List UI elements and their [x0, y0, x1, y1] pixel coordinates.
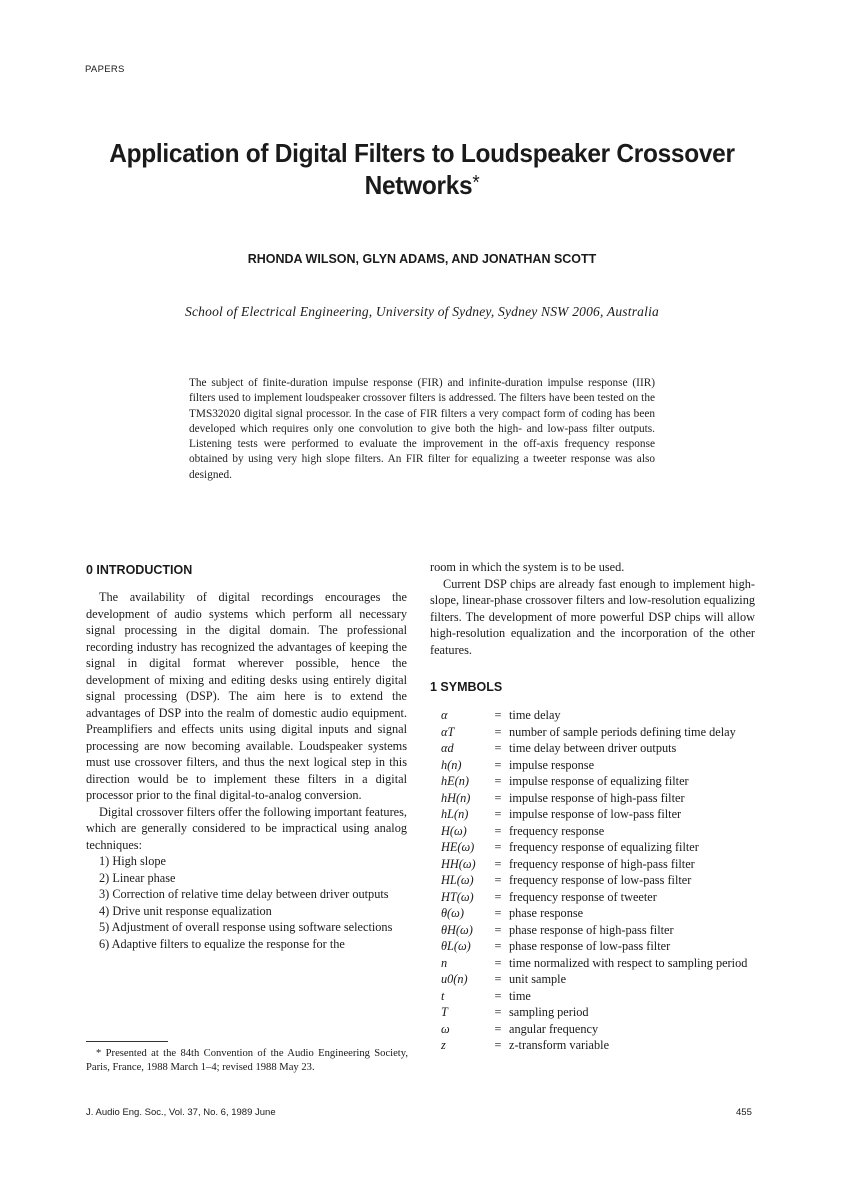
symbol-row — [430, 971, 760, 988]
symbol-definition: impulse response — [509, 757, 595, 772]
symbol-term: hL(n) — [441, 807, 469, 821]
symbol-equals: = — [494, 889, 502, 904]
symbol-equals: = — [494, 922, 502, 937]
affiliation: School of Electrical Engineering, University of Sydney, Sydney NSW 2006, Australia — [185, 304, 659, 319]
symbol-row — [430, 938, 760, 955]
symbol-term: θL(ω) — [441, 939, 471, 953]
intro-paragraph-1: The availability of digital recordings encourages the development of audio systems which perform all necessary signal processing in the digital domain. The professional recording industry has recognized the advantages of keeping the signal in digital format wherever possible, hence the development of mixing and editing desks using entirely digital signal processing (DSP). The aim here is to extend the advantages of DSP into the realm of domestic audio equipment. Preamplifiers and effects units using digital inputs and signal processing are now becoming available. Loudspeaker systems must use crossover filters, and thus the next logical step in this direction would be to implement these filters in a digital processor prior to the final digital-to-analog conversion. — [86, 590, 407, 802]
symbols-list — [430, 707, 760, 1054]
running-head: PAPERS — [85, 64, 125, 75]
symbol-equals: = — [494, 856, 502, 871]
journal-citation: J. Audio Eng. Soc., Vol. 37, No. 6, 1989 June — [86, 1107, 276, 1118]
symbol-row — [430, 740, 760, 757]
symbol-equals: = — [494, 840, 502, 854]
symbol-row — [430, 988, 760, 1005]
symbol-row — [430, 1037, 760, 1054]
feature-list-item: 1) High slope — [99, 854, 166, 868]
left-column — [86, 589, 407, 952]
symbol-definition: z-transform variable — [509, 1038, 610, 1052]
symbol-equals: = — [494, 955, 502, 970]
symbol-term: hE(n) — [441, 774, 469, 788]
symbol-equals: = — [494, 823, 502, 838]
symbol-term: t — [441, 988, 445, 1003]
symbol-row — [430, 724, 760, 741]
symbol-term: H(ω) — [441, 823, 467, 838]
symbol-term: HE(ω) — [441, 840, 475, 854]
symbol-row — [430, 889, 760, 906]
section-heading-introduction: 0 INTRODUCTION — [86, 563, 193, 577]
symbol-term: θ(ω) — [441, 906, 464, 920]
symbol-row — [430, 839, 760, 856]
feature-list-item: 6) Adaptive filters to equalize the response for the — [99, 936, 345, 951]
symbol-row — [430, 773, 760, 790]
symbol-term: n — [441, 955, 448, 970]
right-column — [430, 559, 755, 658]
symbol-equals: = — [494, 708, 502, 722]
symbol-definition: frequency response of high-pass filter — [509, 856, 695, 871]
symbol-term: ω — [441, 1021, 450, 1036]
symbol-term: αT — [441, 724, 455, 739]
feature-list-item: 5) Adjustment of overall response using software selections — [99, 920, 393, 934]
symbol-definition: time normalized with respect to sampling period — [509, 955, 748, 970]
intro-continuation: room in which the system is to be used. — [430, 560, 625, 574]
symbol-row — [430, 872, 760, 889]
symbol-row — [430, 922, 760, 939]
symbol-term: HT(ω) — [441, 889, 474, 904]
symbol-term: h(n) — [441, 757, 462, 772]
symbol-row — [430, 790, 760, 807]
page-number: 455 — [736, 1107, 752, 1118]
symbol-definition: time delay between driver outputs — [509, 741, 677, 755]
symbol-definition: impulse response of low-pass filter — [509, 807, 682, 821]
symbol-term: z — [441, 1038, 446, 1052]
symbol-row — [430, 1004, 760, 1021]
symbol-row — [430, 905, 760, 922]
symbol-row — [430, 856, 760, 873]
feature-list-item: 4) Drive unit response equalization — [99, 903, 272, 918]
symbol-definition: frequency response of equalizing filter — [509, 840, 699, 854]
symbol-definition: phase response — [509, 906, 584, 920]
symbol-row — [430, 955, 760, 972]
symbol-term: HL(ω) — [441, 873, 474, 887]
symbol-equals: = — [494, 790, 502, 805]
symbol-definition: angular frequency — [509, 1021, 599, 1036]
symbol-equals: = — [494, 939, 502, 953]
symbol-definition: frequency response of low-pass filter — [509, 873, 692, 887]
symbol-term: hH(n) — [441, 790, 471, 805]
symbol-equals: = — [494, 757, 502, 772]
symbol-definition: frequency response of tweeter — [509, 889, 657, 904]
symbol-definition: frequency response — [509, 823, 605, 838]
intro-paragraph-2: Digital crossover filters offer the following important features, which are generally considered to be impractical using analog techniques: — [86, 804, 407, 852]
footnote-rule — [86, 1041, 168, 1042]
symbol-row — [430, 1021, 760, 1038]
symbol-term: T — [441, 1005, 448, 1019]
symbol-equals: = — [494, 774, 502, 788]
symbol-definition: impulse response of high-pass filter — [509, 790, 685, 805]
symbol-definition: time delay — [509, 708, 561, 722]
symbol-definition: phase response of high-pass filter — [509, 922, 674, 937]
symbol-row — [430, 707, 760, 724]
symbol-term: α — [441, 708, 448, 722]
symbol-definition: phase response of low-pass filter — [509, 939, 671, 953]
feature-list-item: 2) Linear phase — [99, 870, 176, 885]
symbol-equals: = — [494, 741, 502, 755]
paper-title-text: Application of Digital Filters to Loudspeaker Crossover Networks — [109, 138, 735, 200]
symbol-equals: = — [494, 873, 502, 887]
paper-title — [82, 137, 763, 201]
symbol-term: θH(ω) — [441, 922, 473, 937]
symbol-equals: = — [494, 988, 502, 1003]
intro-paragraph-3: Current DSP chips are already fast enough to implement high-slope, linear-phase crossover filters and low-resolution equalizing filters. The development of more powerful DSP chips will allow high-resolution equalization and the incorporation of the other features. — [430, 576, 755, 657]
symbol-equals: = — [494, 1038, 502, 1052]
symbol-equals: = — [494, 724, 502, 739]
title-footnote-mark: * — [472, 172, 480, 194]
symbol-definition: time — [509, 988, 531, 1003]
symbol-equals: = — [494, 1005, 502, 1019]
symbol-definition: number of sample periods defining time delay — [509, 724, 736, 739]
symbol-term: αd — [441, 741, 454, 755]
symbol-equals: = — [494, 807, 502, 821]
author-list: RHONDA WILSON, GLYN ADAMS, AND JONATHAN SCOTT — [247, 252, 597, 266]
symbol-row — [430, 757, 760, 774]
symbol-term: HH(ω) — [441, 856, 476, 871]
section-heading-symbols: 1 SYMBOLS — [430, 680, 503, 694]
symbol-equals: = — [494, 1021, 502, 1036]
symbol-equals: = — [494, 972, 502, 986]
symbol-definition: sampling period — [509, 1005, 589, 1019]
feature-list-item: 3) Correction of relative time delay between driver outputs — [99, 887, 389, 901]
symbol-row — [430, 806, 760, 823]
symbol-equals: = — [494, 906, 502, 920]
abstract: The subject of finite-duration impulse response (FIR) and infinite-duration impulse response (IIR) filters used to implement loudspeaker crossover filters is addressed. The filters have been tested on the TMS32020 digital signal processor. In the case of FIR filters a very compact form of coding has been developed which requires only one convolution to give both the high- and low-pass filter outputs. Listening tests were performed to evaluate the improvement in the off-axis frequency response obtained by using very high slope filters. An FIR filter for equalizing a tweeter response was also designed. — [189, 377, 655, 481]
symbol-term: u0(n) — [441, 972, 468, 986]
symbol-row — [430, 823, 760, 840]
symbol-definition: unit sample — [509, 972, 567, 986]
footnote: * Presented at the 84th Convention of the Audio Engineering Society, Paris, France, 1988 March 1–4; revised 1988 May 23. — [86, 1048, 408, 1073]
symbol-definition: impulse response of equalizing filter — [509, 774, 689, 788]
